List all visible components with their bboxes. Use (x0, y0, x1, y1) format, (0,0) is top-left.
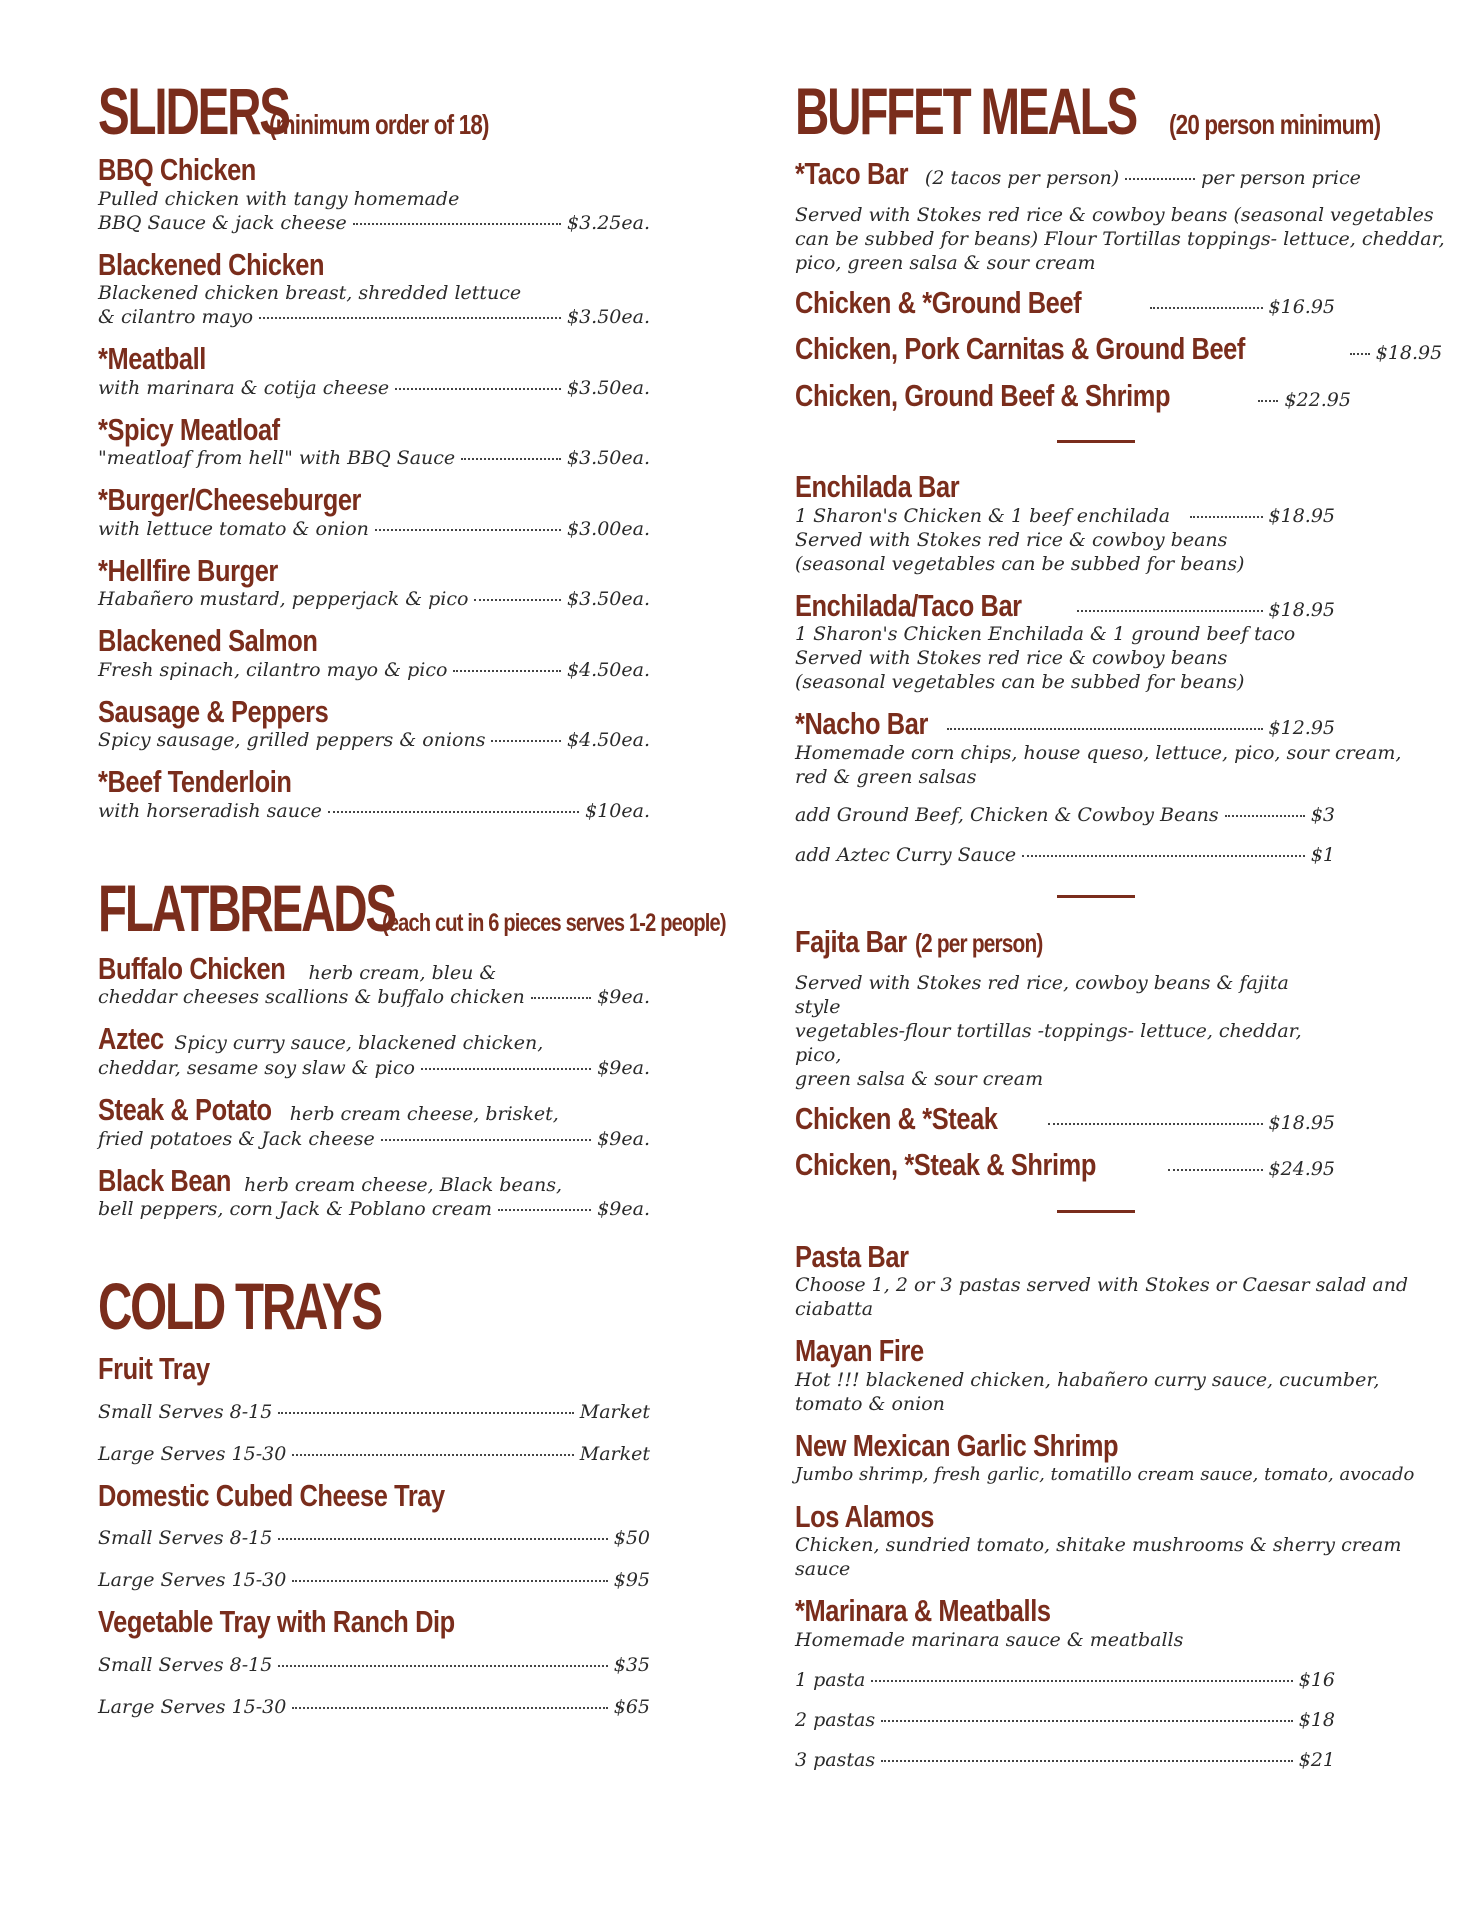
item-name: *Spicy Meatloaf (98, 411, 280, 447)
item-name: *Beef Tenderloin (98, 764, 292, 800)
item-desc: 1 Sharon's Chicken & 1 beef enchilada (795, 504, 1171, 527)
tray-size: Large Serves 15-30 (98, 1695, 287, 1718)
item-desc: with marinara & cotija cheese (98, 376, 390, 399)
tray-price: Market (579, 1442, 650, 1465)
item-name: *Taco Bar (795, 156, 909, 191)
tray-price: $95 (613, 1569, 650, 1592)
slider-item (98, 484, 650, 541)
dot-leader (292, 1707, 607, 1709)
tray-name: Domestic Cubed Cheese Tray (98, 1477, 445, 1513)
item-desc: Chicken, sundried tomato, shitake mushrooms & sherry cream (795, 1534, 1402, 1557)
item-desc: with horseradish sauce (98, 799, 322, 822)
dot-leader (947, 728, 1262, 730)
item-name: *Burger/Cheeseburger (98, 482, 362, 518)
flatbread-item (98, 1023, 650, 1080)
item-price: $9ea. (597, 1198, 650, 1221)
option-price: $16.95 (1268, 295, 1335, 318)
dot-leader (1077, 610, 1262, 612)
flatbread-item (98, 950, 650, 1010)
item-qualifier: (2 tacos per person) (924, 167, 1120, 189)
item-desc: 1 Sharon's Chicken Enchilada & 1 ground beef taco (795, 623, 1296, 646)
item-price: $18.95 (1268, 504, 1335, 527)
item-price: $18.95 (1268, 598, 1335, 621)
item-name: *Meatball (98, 341, 206, 377)
dot-leader (278, 1538, 607, 1540)
item-name: Pasta Bar (795, 1238, 909, 1274)
fajita-bar (795, 923, 1335, 1183)
taco-bar (795, 156, 1445, 413)
enchilada-bar (795, 471, 1335, 576)
item-desc: cheddar cheeses scallions & buffalo chicken (98, 986, 525, 1009)
item-desc: "meatloaf from hell" with BBQ Sauce (98, 447, 456, 470)
item-name: Blackened Chicken (98, 246, 325, 282)
slider-item (98, 766, 650, 823)
dot-leader (395, 388, 561, 390)
tray-price: $65 (613, 1695, 650, 1718)
tray-size: Small Serves 8-15 (98, 1527, 273, 1550)
item-price: $9ea. (597, 1057, 650, 1080)
item-price: $12.95 (1268, 717, 1335, 740)
pasta-count: 2 pastas (795, 1708, 876, 1731)
pasta-bar (795, 1238, 1415, 1772)
dot-leader (491, 740, 561, 742)
item-name: Enchilada/Taco Bar (795, 587, 1022, 623)
divider (1057, 895, 1135, 898)
item-name: Enchilada Bar (795, 469, 960, 505)
pasta-item (795, 1428, 1415, 1487)
item-desc: tomato & onion (795, 1393, 945, 1416)
item-price: $3.00ea. (566, 517, 650, 540)
dot-leader (1190, 516, 1262, 518)
dot-leader (421, 1068, 591, 1070)
dot-leader (881, 1760, 1293, 1762)
cold-trays-heading (98, 1269, 650, 1344)
item-desc: herb cream, bleu & (308, 961, 497, 984)
dot-leader (381, 1139, 591, 1141)
sliders-title: SLIDERS (98, 74, 289, 148)
item-desc: (seasonal vegetables can be subbed for beans) (795, 671, 1245, 694)
pasta-item (795, 1333, 1380, 1416)
divider (1057, 1210, 1135, 1213)
option-price: $24.95 (1268, 1158, 1335, 1181)
tray-size: Small Serves 8-15 (98, 1400, 273, 1423)
dot-leader (353, 223, 561, 225)
dot-leader (531, 997, 591, 999)
slider-item (98, 693, 650, 753)
dot-leader (1168, 1169, 1263, 1171)
dot-leader (292, 1580, 607, 1582)
item-desc: ciabatta (795, 1298, 874, 1321)
flatbreads-title: FLATBREADS (98, 870, 395, 945)
option-label: Chicken, Pork Carnitas & Ground Beef (795, 331, 1245, 367)
option-label: Chicken, Ground Beef & Shrimp (795, 377, 1171, 413)
flatbreads-heading (98, 870, 727, 945)
item-desc: bell peppers, corn Jack & Poblano cream (98, 1198, 493, 1221)
item-desc: BBQ Sauce & jack cheese (98, 211, 347, 234)
item-desc: sauce (795, 1558, 851, 1581)
nacho-bar (795, 706, 1402, 867)
item-name: Los Alamos (795, 1498, 935, 1534)
tray-group (98, 1606, 650, 1719)
pasta-price: $16 (1298, 1668, 1335, 1691)
item-desc: herb cream cheese, Black beans, (244, 1173, 563, 1196)
item-desc: Served with Stokes red rice & cowboy beans (seasonal vegetables (795, 203, 1434, 226)
item-desc: Served with Stokes red rice & cowboy beans (795, 528, 1228, 551)
tray-size: Small Serves 8-15 (98, 1653, 273, 1676)
enchilada-taco-bar (795, 587, 1335, 695)
item-desc: Homemade marinara sauce & meatballs (795, 1628, 1184, 1651)
dot-leader (1022, 855, 1305, 857)
item-name: Steak & Potato (98, 1092, 272, 1128)
option-price: $18.95 (1268, 1111, 1335, 1134)
item-price: $3.25ea. (566, 211, 650, 234)
item-desc: with lettuce tomato & onion (98, 517, 369, 540)
item-price: $4.50ea. (566, 729, 650, 752)
item-price: $3.50ea. (566, 306, 650, 329)
pasta-price: $18 (1298, 1708, 1335, 1731)
flatbread-item (98, 1162, 650, 1222)
item-desc: (seasonal vegetables can be subbed for beans) (795, 552, 1245, 575)
item-name: Buffalo Chicken (98, 950, 286, 986)
item-desc: Choose 1, 2 or 3 pastas served with Stokes or Caesar salad and (795, 1274, 1409, 1297)
item-qualifier: (2 per person) (915, 927, 1043, 958)
option-price: $22.95 (1284, 388, 1351, 411)
item-price: $9ea. (597, 1127, 650, 1150)
pasta-item (795, 1595, 1335, 1652)
option-price: $18.95 (1375, 342, 1443, 365)
item-name: Fajita Bar (795, 923, 907, 959)
dot-leader (453, 670, 561, 672)
option-label: Chicken, *Steak & Shrimp (795, 1147, 1096, 1183)
item-desc: & cilantro mayo (98, 306, 254, 329)
addon-label: add Aztec Curry Sauce (795, 843, 1017, 866)
item-name: *Marinara & Meatballs (795, 1593, 1051, 1629)
dot-leader (1225, 815, 1305, 817)
tray-name: Fruit Tray (98, 1351, 210, 1387)
dot-leader (292, 1454, 573, 1456)
dot-leader (278, 1412, 573, 1414)
item-desc: Served with Stokes red rice, cowboy beans & fajita style (795, 971, 1289, 1018)
slider-item (98, 343, 650, 400)
item-desc: Jumbo shrimp, fresh garlic, tomatillo cream sauce, tomato, avocado (795, 1463, 1415, 1485)
item-name: Black Bean (98, 1162, 231, 1198)
tray-size: Large Serves 15-30 (98, 1442, 287, 1465)
pasta-price: $21 (1298, 1748, 1335, 1771)
pasta-count: 1 pasta (795, 1668, 866, 1691)
tray-group (98, 1353, 650, 1466)
item-name: Mayan Fire (795, 1333, 924, 1369)
slider-item (98, 625, 650, 682)
item-price: $9ea. (597, 986, 650, 1009)
buffet-heading (795, 74, 1380, 148)
item-price: $4.50ea. (566, 658, 650, 681)
slider-item (98, 552, 650, 612)
item-desc: Spicy curry sauce, blackened chicken, (174, 1032, 544, 1055)
left-column (98, 74, 727, 1719)
slider-item (98, 154, 650, 235)
item-price: $3.50ea. (566, 447, 650, 470)
addon-label: add Ground Beef, Chicken & Cowboy Beans (795, 803, 1219, 826)
flatbread-item (98, 1094, 650, 1151)
buffet-title: BUFFET MEALS (795, 74, 1137, 148)
right-column (795, 74, 1445, 1772)
option-label: Chicken & *Steak (795, 1100, 998, 1136)
item-desc: herb cream cheese, brisket, (289, 1103, 559, 1126)
price-label: per person price (1201, 167, 1361, 189)
sliders-heading (98, 74, 650, 148)
pasta-item (795, 1498, 1402, 1582)
tray-price: $35 (613, 1653, 650, 1676)
addon-price: $3 (1310, 803, 1335, 826)
slider-item (98, 246, 650, 330)
item-desc: green salsa & sour cream (795, 1067, 1044, 1090)
item-desc: cheddar, sesame soy slaw & pico (98, 1057, 415, 1080)
item-desc: pico, green salsa & sour cream (795, 251, 1096, 274)
dot-leader (474, 599, 561, 601)
dot-leader (461, 458, 561, 460)
item-name: *Hellfire Burger (98, 552, 278, 588)
dot-leader (1350, 353, 1370, 355)
dot-leader (498, 1209, 591, 1211)
item-name: Sausage & Peppers (98, 693, 329, 729)
sliders-note: (minimum order of 18) (269, 109, 489, 140)
item-name: *Nacho Bar (795, 706, 928, 742)
dot-leader (1125, 178, 1195, 180)
item-desc: Homemade corn chips, house queso, lettuce, pico, sour cream, (795, 741, 1402, 764)
item-desc: vegetables-flour tortillas -toppings- lettuce, cheddar, pico, (795, 1019, 1302, 1066)
item-price: $10ea. (585, 799, 650, 822)
item-desc: Hot !!! blackened chicken, habañero curry sauce, cucumber, (795, 1369, 1380, 1392)
divider (1057, 440, 1135, 443)
pasta-count: 3 pastas (795, 1748, 876, 1771)
tray-group (98, 1477, 650, 1593)
option-label: Chicken & *Ground Beef (795, 284, 1082, 320)
dot-leader (1048, 1123, 1263, 1125)
dot-leader (881, 1720, 1293, 1722)
item-price: $3.50ea. (566, 376, 650, 399)
item-name: Blackened Salmon (98, 623, 318, 659)
item-name: New Mexican Garlic Shrimp (795, 1428, 1119, 1464)
item-desc: Fresh spinach, cilantro mayo & pico (98, 658, 448, 681)
item-desc: Blackened chicken breast, shredded lettuce (98, 282, 522, 305)
buffet-note: (20 person minimum) (1168, 109, 1380, 140)
item-desc: Spicy sausage, grilled peppers & onions (98, 729, 486, 752)
tray-size: Large Serves 15-30 (98, 1569, 287, 1592)
dot-leader (328, 811, 579, 813)
item-price: $3.50ea. (566, 588, 650, 611)
slider-item (98, 411, 650, 471)
dot-leader (871, 1680, 1292, 1682)
item-name: BBQ Chicken (98, 152, 256, 187)
item-desc: can be subbed for beans) Flour Tortillas toppings- lettuce, cheddar, (795, 227, 1445, 250)
item-name: Aztec (98, 1021, 164, 1057)
flatbreads-note: (each cut in 6 pieces serves 1-2 people) (382, 908, 727, 937)
addon-price: $1 (1310, 843, 1335, 866)
dot-leader (375, 529, 561, 531)
tray-price: Market (579, 1400, 650, 1423)
cold-trays-title: COLD TRAYS (98, 1269, 381, 1344)
item-desc: Served with Stokes red rice & cowboy beans (795, 647, 1228, 670)
item-desc: Pulled chicken with tangy homemade (98, 187, 460, 210)
dot-leader (1150, 307, 1263, 309)
tray-name: Vegetable Tray with Ranch Dip (98, 1604, 455, 1640)
item-desc: Habañero mustard, pepperjack & pico (98, 588, 469, 611)
tray-price: $50 (613, 1527, 650, 1550)
item-desc: fried potatoes & Jack cheese (98, 1127, 375, 1150)
item-desc: red & green salsas (795, 765, 977, 788)
dot-leader (1258, 400, 1278, 402)
dot-leader (259, 317, 561, 319)
dot-leader (278, 1665, 607, 1667)
